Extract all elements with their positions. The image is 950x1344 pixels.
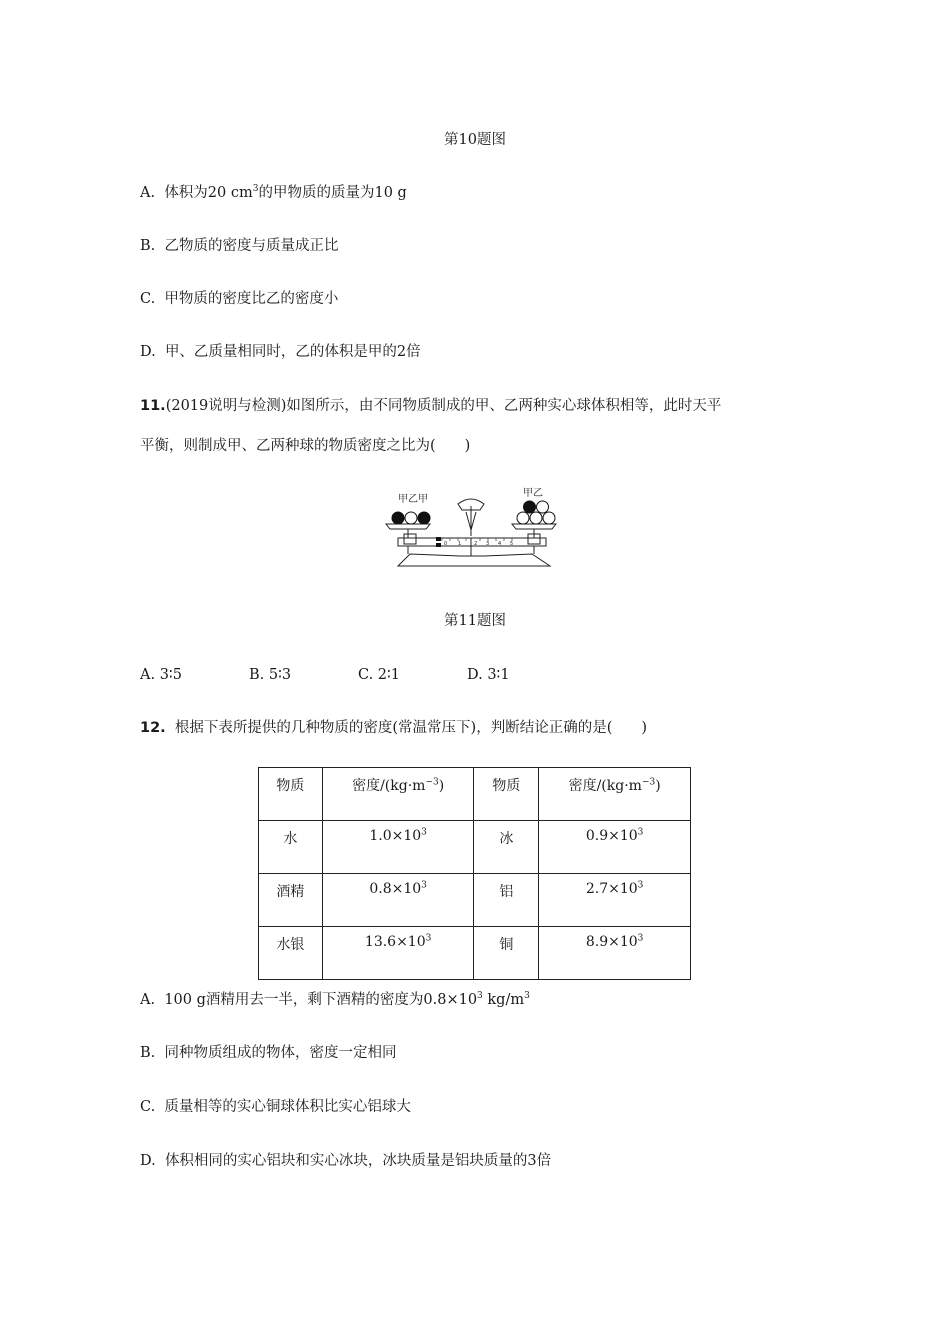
option-label: C. <box>140 1099 156 1115</box>
superscript: 3 <box>637 880 644 891</box>
header-cell: 物质 <box>259 768 323 821</box>
q11-option-a <box>140 665 249 685</box>
density-cell <box>322 874 474 927</box>
rider <box>436 537 441 541</box>
q12-option-c <box>140 1097 411 1117</box>
header-text: ) <box>438 778 445 794</box>
option-text: 体积相同的实心铝块和实心冰块，冰块质量是铝块质量的3倍 <box>164 1153 552 1169</box>
q10-option-d <box>140 342 421 362</box>
scale-mark: 4 <box>498 541 502 547</box>
superscript: 3 <box>425 933 432 944</box>
header-text: 密度/(kg·m <box>568 778 642 794</box>
material-cell: 铜 <box>474 927 539 980</box>
ball-yi <box>405 512 417 524</box>
option-label: B. <box>249 667 265 683</box>
option-text: 质量相等的实心铜球体积比实心铝球大 <box>164 1099 411 1115</box>
material-cell: 铝 <box>474 874 539 927</box>
header-text: 密度/(kg·m <box>352 778 426 794</box>
superscript: 3 <box>252 184 259 195</box>
option-label: D. <box>467 667 483 683</box>
option-label: C. <box>358 667 374 683</box>
option-label: B. <box>140 1045 156 1061</box>
header-cell <box>539 768 691 821</box>
density-cell <box>322 821 474 874</box>
q12-option-d <box>140 1151 551 1171</box>
option-label: C. <box>140 291 156 307</box>
q11-stem-line1 <box>140 396 721 416</box>
scale-mark: 3 <box>486 541 490 547</box>
left-pan <box>386 524 430 529</box>
header-cell <box>322 768 474 821</box>
table-row <box>259 874 691 927</box>
q10-option-a <box>140 183 407 203</box>
header-cell: 物质 <box>474 768 539 821</box>
material-cell: 水 <box>259 821 323 874</box>
density-value: 0.9×10 <box>585 828 638 844</box>
material-cell: 水银 <box>259 927 323 980</box>
option-label: B. <box>140 238 156 254</box>
option-text: 100 g酒精用去一半，剩下酒精的密度为0.8×10 <box>164 992 478 1008</box>
superscript: −3 <box>425 777 439 788</box>
option-text: 乙物质的密度与质量成正比 <box>164 238 339 254</box>
q11-option-c <box>358 665 467 685</box>
scale-mark: 0 <box>444 541 448 547</box>
q10-option-c <box>140 289 338 309</box>
option-label: D. <box>140 1153 156 1169</box>
superscript: −3 <box>641 777 656 788</box>
density-table <box>258 767 691 980</box>
option-text: 3∶1 <box>487 667 510 683</box>
q11-options <box>140 665 576 685</box>
option-label: A. <box>140 185 156 201</box>
density-cell <box>539 821 691 874</box>
option-text: 体积为20 cm <box>164 185 253 201</box>
option-text: 同种物质组成的物体，密度一定相同 <box>164 1045 397 1061</box>
question-number: 11. <box>140 398 166 414</box>
stem-text: (2019说明与检测)如图所示，由不同物质制成的甲、乙两种实心球体积相等，此时天平 <box>165 398 722 414</box>
option-text: 5∶3 <box>268 667 292 683</box>
density-cell <box>539 874 691 927</box>
superscript: 3 <box>524 991 530 1002</box>
q11-option-d <box>467 665 576 685</box>
superscript: 3 <box>421 827 427 838</box>
option-text: 甲物质的密度比乙的密度小 <box>164 291 339 307</box>
density-value: 0.8×10 <box>369 881 422 897</box>
ball-yi <box>543 512 555 524</box>
left-ball-label: 甲乙甲 <box>398 494 428 505</box>
ball-yi <box>537 501 549 513</box>
right-pan <box>512 524 556 529</box>
scale-mark: 5 <box>510 541 514 547</box>
density-value: 13.6×10 <box>364 934 426 950</box>
table-row <box>259 927 691 980</box>
q12-option-a <box>140 990 530 1010</box>
ball-yi <box>517 512 529 524</box>
ball-jia <box>392 512 404 524</box>
superscript: 3 <box>477 991 483 1002</box>
balance-scale-figure <box>380 484 570 570</box>
option-text: 甲、乙质量相同时，乙的体积是甲的2倍 <box>164 344 421 360</box>
density-value: 8.9×10 <box>585 934 638 950</box>
ball-yi <box>530 512 542 524</box>
q11-figure-caption: 第11题图 <box>444 613 506 629</box>
scale-mark: 1 <box>458 541 462 547</box>
superscript: 3 <box>637 827 644 838</box>
superscript: 3 <box>637 933 644 944</box>
option-text: 的甲物质的质量为10 g <box>258 185 407 201</box>
table-header-row <box>259 768 691 821</box>
stem-text: 根据下表所提供的几种物质的密度(常温常压下)，判断结论正确的是( ) <box>174 720 648 736</box>
density-value: 1.0×10 <box>369 828 422 844</box>
header-text: ) <box>655 778 661 794</box>
q11-option-b <box>249 665 358 685</box>
right-ball-label: 甲乙 <box>523 488 543 499</box>
base <box>398 554 550 566</box>
density-value: 2.7×10 <box>585 881 638 897</box>
option-label: A. <box>140 667 156 683</box>
question-number: 12. <box>140 720 166 736</box>
ball-jia <box>418 512 430 524</box>
q10-figure-caption: 第10题图 <box>444 132 506 148</box>
q12-stem <box>140 718 647 738</box>
q10-option-b <box>140 236 338 256</box>
ball-jia <box>524 501 536 513</box>
option-text: 2∶1 <box>377 667 401 683</box>
table-row <box>259 821 691 874</box>
density-cell <box>539 927 691 980</box>
material-cell: 冰 <box>474 821 539 874</box>
density-cell <box>322 927 474 980</box>
superscript: 3 <box>421 880 427 891</box>
option-text: kg/m <box>482 992 525 1008</box>
material-cell: 酒精 <box>259 874 323 927</box>
option-text: 3∶5 <box>159 667 182 683</box>
scale-mark: 2 <box>474 541 478 547</box>
beam <box>398 538 546 546</box>
option-label: D. <box>140 344 156 360</box>
q12-option-b <box>140 1043 396 1063</box>
q11-stem-line2: 平衡，则制成甲、乙两种球的物质密度之比为( ) <box>140 438 471 454</box>
rider <box>436 543 441 547</box>
option-label: A. <box>140 992 156 1008</box>
